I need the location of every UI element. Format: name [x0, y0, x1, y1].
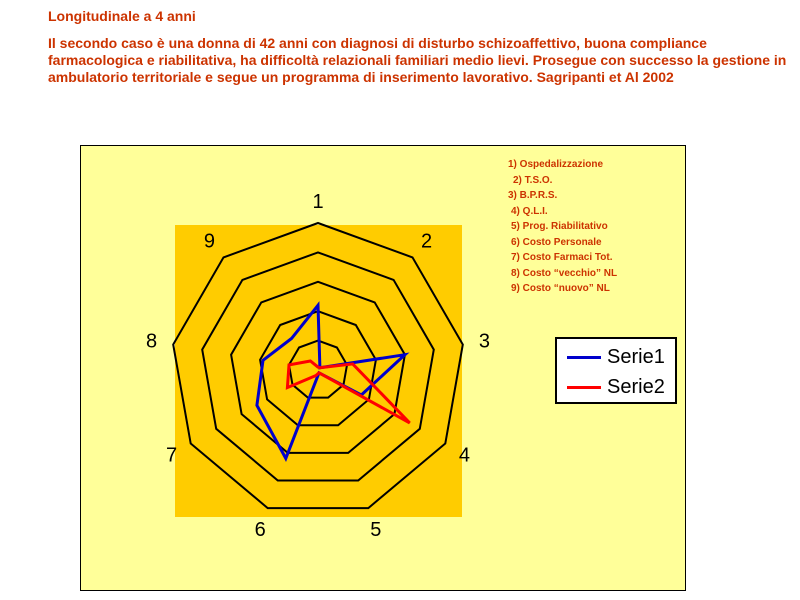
- legend-item-serie2: [567, 376, 665, 398]
- key-item: 8) Costo “vecchio” NL: [511, 267, 618, 279]
- serie1-swatch: [567, 356, 601, 359]
- key-item: 5) Prog. Riabilitativo: [511, 221, 608, 232]
- serie2-swatch: [567, 386, 601, 389]
- key-item: 1) Ospedalizzazione: [508, 159, 604, 170]
- chart-legend: [555, 337, 677, 404]
- key-item: 2) T.S.O.: [513, 174, 553, 186]
- axis-label: 5: [370, 518, 382, 541]
- axis-label: 4: [458, 444, 470, 467]
- axis-label: 8: [146, 330, 158, 353]
- legend-label-serie2: Serie2: [607, 375, 665, 398]
- page-title: Longitudinale a 4 anni: [48, 8, 196, 24]
- key-item: 4) Q.L.I.: [511, 205, 548, 217]
- case-description: Il secondo caso è una donna di 42 anni con diagnosi di disturbo schizoaffettivo, buona compliance farmacologica e riabilitativa, ha difficoltà relazionali familiari medio lievi. Prosegue con successo la gestione in ambulatorio territoriale e segue un programma di inserimento lavorativo. Sagripanti et Al 2002: [48, 35, 787, 85]
- legend-label-serie1: Serie1: [607, 345, 665, 368]
- legend-item-serie1: [567, 346, 665, 368]
- key-item: 3) B.P.R.S.: [508, 190, 558, 201]
- category-key: [508, 157, 617, 297]
- axis-label: 3: [478, 330, 490, 353]
- axis-label: 9: [203, 230, 215, 253]
- key-item: 7) Costo Farmaci Tot.: [511, 252, 613, 263]
- axis-label: 2: [421, 230, 433, 253]
- key-item: 9) Costo “nuovo” NL: [511, 283, 610, 294]
- series-line-serie2: [287, 361, 409, 423]
- key-item: 6) Costo Personale: [511, 236, 602, 248]
- axis-label: 6: [254, 518, 266, 541]
- axis-label: 7: [166, 444, 178, 467]
- axis-label: 1: [312, 191, 324, 213]
